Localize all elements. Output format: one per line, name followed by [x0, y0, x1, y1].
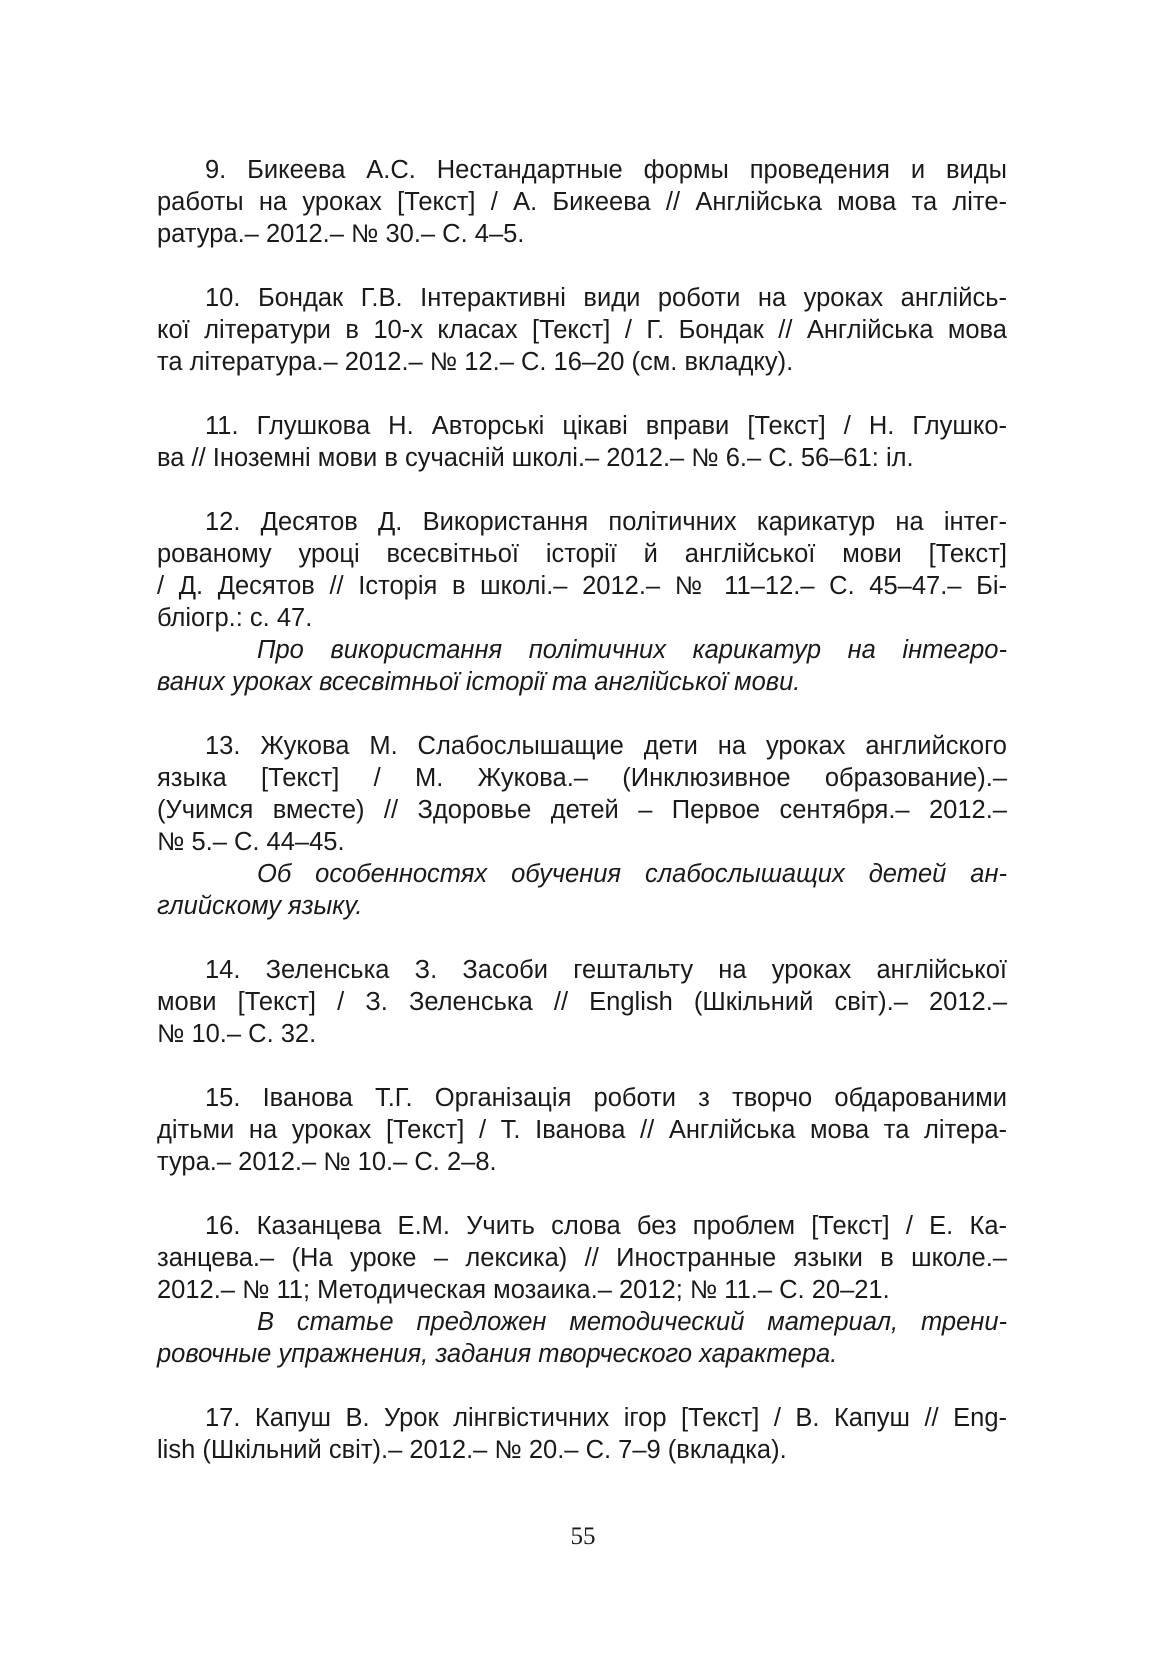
- entry-annotation-line: Про використання політичних карикатур на інтегро-: [257, 636, 1007, 664]
- entry-line: ва // Іноземні мови в сучасній школі.– 2012.– № 6.– С. 56–61: іл.: [157, 444, 914, 472]
- bibliography-entry: [157, 1082, 1007, 1178]
- entry-annotation-line: ровочные упражнения, задания творческого характера.: [157, 1340, 838, 1368]
- entry-first-line: 12. Десятов Д. Використання політичних карикатур на інтег-: [205, 508, 1007, 536]
- entry-first-line: 9. Бикеева А.С. Нестандартные формы проведения и виды: [205, 156, 1007, 184]
- entry-first-line: 15. Іванова Т.Г. Організація роботи з творчо обдарованими: [205, 1084, 1007, 1112]
- entry-annotation-line: В статье предложен методический материал, трени-: [257, 1308, 1007, 1336]
- entry-line: бліогр.: с. 47.: [157, 604, 313, 632]
- entry-line: / Д. Десятов // Історія в школі.– 2012.– № 11–12.– С. 45–47.– Бі-: [157, 572, 1007, 600]
- entry-line: дітьми на уроках [Текст] / Т. Іванова // Англійська мова та літера-: [157, 1116, 1007, 1144]
- entry-line: та література.– 2012.– № 12.– С. 16–20 (см. вкладку).: [157, 348, 794, 376]
- bibliography-entry: [157, 506, 1007, 698]
- bibliography-entry: [157, 410, 1007, 474]
- entry-line: lish (Шкільний світ).– 2012.– № 20.– С. 7–9 (вкладка).: [157, 1436, 787, 1464]
- entry-line: работы на уроках [Текст] / А. Бикеева // Англійська мова та літе-: [157, 188, 1007, 216]
- entry-line: № 5.– С. 44–45.: [157, 828, 345, 856]
- entry-line: ратура.– 2012.– № 30.– С. 4–5.: [157, 220, 525, 248]
- page-number: 55: [570, 1523, 596, 1550]
- entry-first-line: 13. Жукова М. Слабослышащие дети на уроках английского: [205, 732, 1007, 760]
- entry-first-line: 17. Капуш В. Урок лінгвістичних ігор [Текст] / В. Капуш // Eng-: [205, 1404, 1007, 1432]
- entry-line: (Учимся вместе) // Здоровье детей – Первое сентября.– 2012.–: [157, 796, 1007, 824]
- entry-first-line: 14. Зеленська З. Засоби гештальту на уроках англійської: [205, 956, 1007, 984]
- entry-line: № 10.– С. 32.: [157, 1020, 317, 1048]
- entry-first-line: 16. Казанцева Е.М. Учить слова без проблем [Текст] / Е. Ка-: [205, 1212, 1007, 1240]
- entry-first-line: 10. Бондак Г.В. Інтерактивні види роботи на уроках англійсь-: [205, 284, 1007, 312]
- bibliography-entry: [157, 954, 1007, 1050]
- entry-line: тура.– 2012.– № 10.– С. 2–8.: [157, 1148, 497, 1176]
- bibliography-entry: [157, 1210, 1007, 1370]
- bibliography-entry: [157, 282, 1007, 378]
- bibliography-entry: [157, 1402, 1007, 1466]
- entry-line: рованому уроці всесвітньої історії й англійської мови [Текст]: [157, 540, 1007, 568]
- entry-line: занцева.– (На уроке – лексика) // Иностранные языки в школе.–: [157, 1244, 1007, 1272]
- bibliography-entry: [157, 154, 1007, 250]
- entry-annotation-line: Об особенностях обучения слабослышащих детей ан-: [257, 860, 1007, 888]
- bibliography-list: [157, 154, 1007, 1498]
- entry-line: кої літератури в 10-х класах [Текст] / Г. Бондак // Англійська мова: [157, 316, 1007, 344]
- entry-line: мови [Текст] / З. Зеленська // English (Шкільний світ).– 2012.–: [157, 988, 1007, 1016]
- entry-first-line: 11. Глушкова Н. Авторські цікаві вправи [Текст] / Н. Глушко-: [205, 412, 1007, 440]
- entry-line: языка [Текст] / М. Жукова.– (Инклюзивное образование).–: [157, 764, 1007, 792]
- entry-annotation-line: ваних уроках всесвітньої історії та англійської мови.: [157, 668, 801, 696]
- bibliography-entry: [157, 730, 1007, 922]
- entry-line: 2012.– № 11; Методическая мозаика.– 2012; № 11.– С. 20–21.: [157, 1276, 890, 1304]
- entry-annotation-line: глийскому языку.: [157, 892, 363, 920]
